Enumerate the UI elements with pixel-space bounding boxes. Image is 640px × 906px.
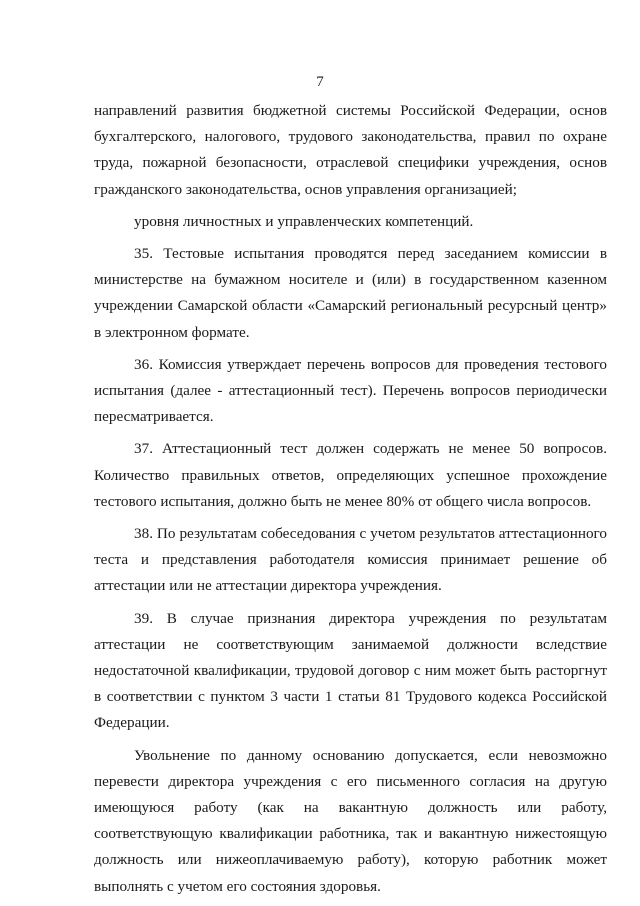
paragraph-item-35: 35. Тестовые испытания проводятся перед заседанием комиссии в министерстве на бумажном носителе и (или) в государственном казенном учреждении Самарской области «Самарский региональный ресурсный центр» в электронном формате. [94,245,607,341]
paragraph-competence-areas: направлений развития бюджетной системы Российской Федерации, основ бухгалтерского, налогового, трудового законодательства, правил по охране труда, пожарной безопасности, отраслевой специфики учреждения, основ гражданского законодательства, основ управления организацией; [94,102,607,198]
paragraph-competence-level: уровня личностных и управленческих компетенций. [134,212,474,230]
page-number: 7 [316,74,324,90]
paragraph-dismissal: Увольнение по данному основанию допускается, если невозможно перевести директора учреждения с его письменного согласия на другую имеющуюся работу (как на вакантную должность или работу, соответствующую квалификации работника, так и вакантную нижестоящую должность или нижеоплачиваемую работу), которую работник может выполнять с учетом его состояния здоровья. [94,746,607,895]
paragraph-item-37: 37. Аттестационный тест должен содержать не менее 50 вопросов. Количество правильных ответов, определяющих успешное прохождение тестового испытания, должно быть не менее 80% от общего числа вопросов. [94,440,607,510]
paragraph-item-39: 39. В случае признания директора учреждения по результатам аттестации не соответствующим занимаемой должности вследствие недостаточной квалификации, трудовой договор с ним может быть расторгнут в соответствии с пунктом 3 части 1 статьи 81 Трудового кодекса Российской Федерации. [94,609,607,732]
paragraph-item-38: 38. По результатам собеседования с учетом результатов аттестационного теста и представления работодателя комиссия принимает решение об аттестации или не аттестации директора учреждения. [94,525,607,595]
paragraph-item-36: 36. Комиссия утверждает перечень вопросов для проведения тестового испытания (далее - аттестационный тест). Перечень вопросов периодически пересматривается. [94,355,607,426]
document-body [94,98,607,906]
